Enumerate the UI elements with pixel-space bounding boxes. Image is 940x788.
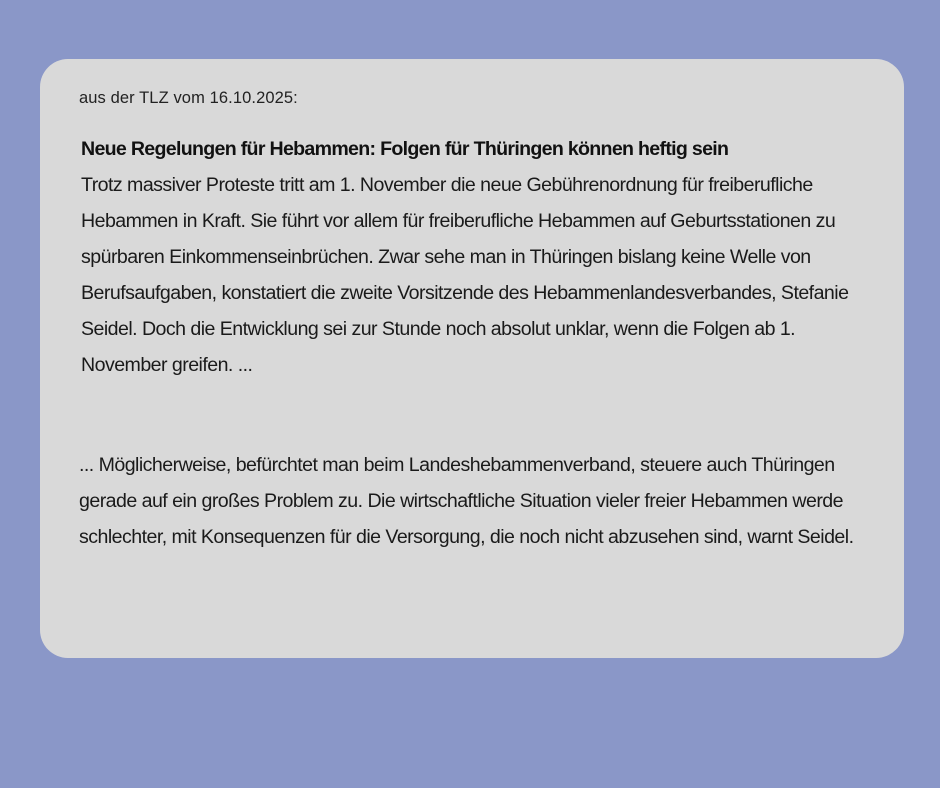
article-excerpt <box>81 131 871 383</box>
article-paragraph-2: ... Möglicherweise, befürchtet man beim Landeshebammenverband, steuere auch Thüringen gerade auf ein großes Problem zu. Die wirtschaftliche Situation vieler freier Hebammen werde schlechter, mit Konsequenzen für die Versorgung, die noch nicht abzusehen sind, warnt Seidel. <box>79 454 854 548</box>
source-line: aus der TLZ vom 16.10.2025: <box>79 89 298 107</box>
article-paragraph-1: Trotz massiver Proteste tritt am 1. November die neue Gebührenordnung für freiberufliche Hebammen in Kraft. Sie führt vor allem für freiberufliche Hebammen auf Geburtsstationen zu spürbaren Einkommenseinbrüchen. Zwar sehe man in Thüringen bislang keine Welle von Berufsaufgaben, konstatiert die zweite Vorsitzende des Hebammenlandesverbandes, Stefanie Seidel. Doch die Entwicklung sei zur Stunde noch absolut unklar, wenn die Folgen ab 1. November greifen. ... <box>81 174 849 376</box>
quote-card <box>40 59 904 658</box>
article-headline: Neue Regelungen für Hebammen: Folgen für Thüringen können heftig sein <box>81 138 729 160</box>
